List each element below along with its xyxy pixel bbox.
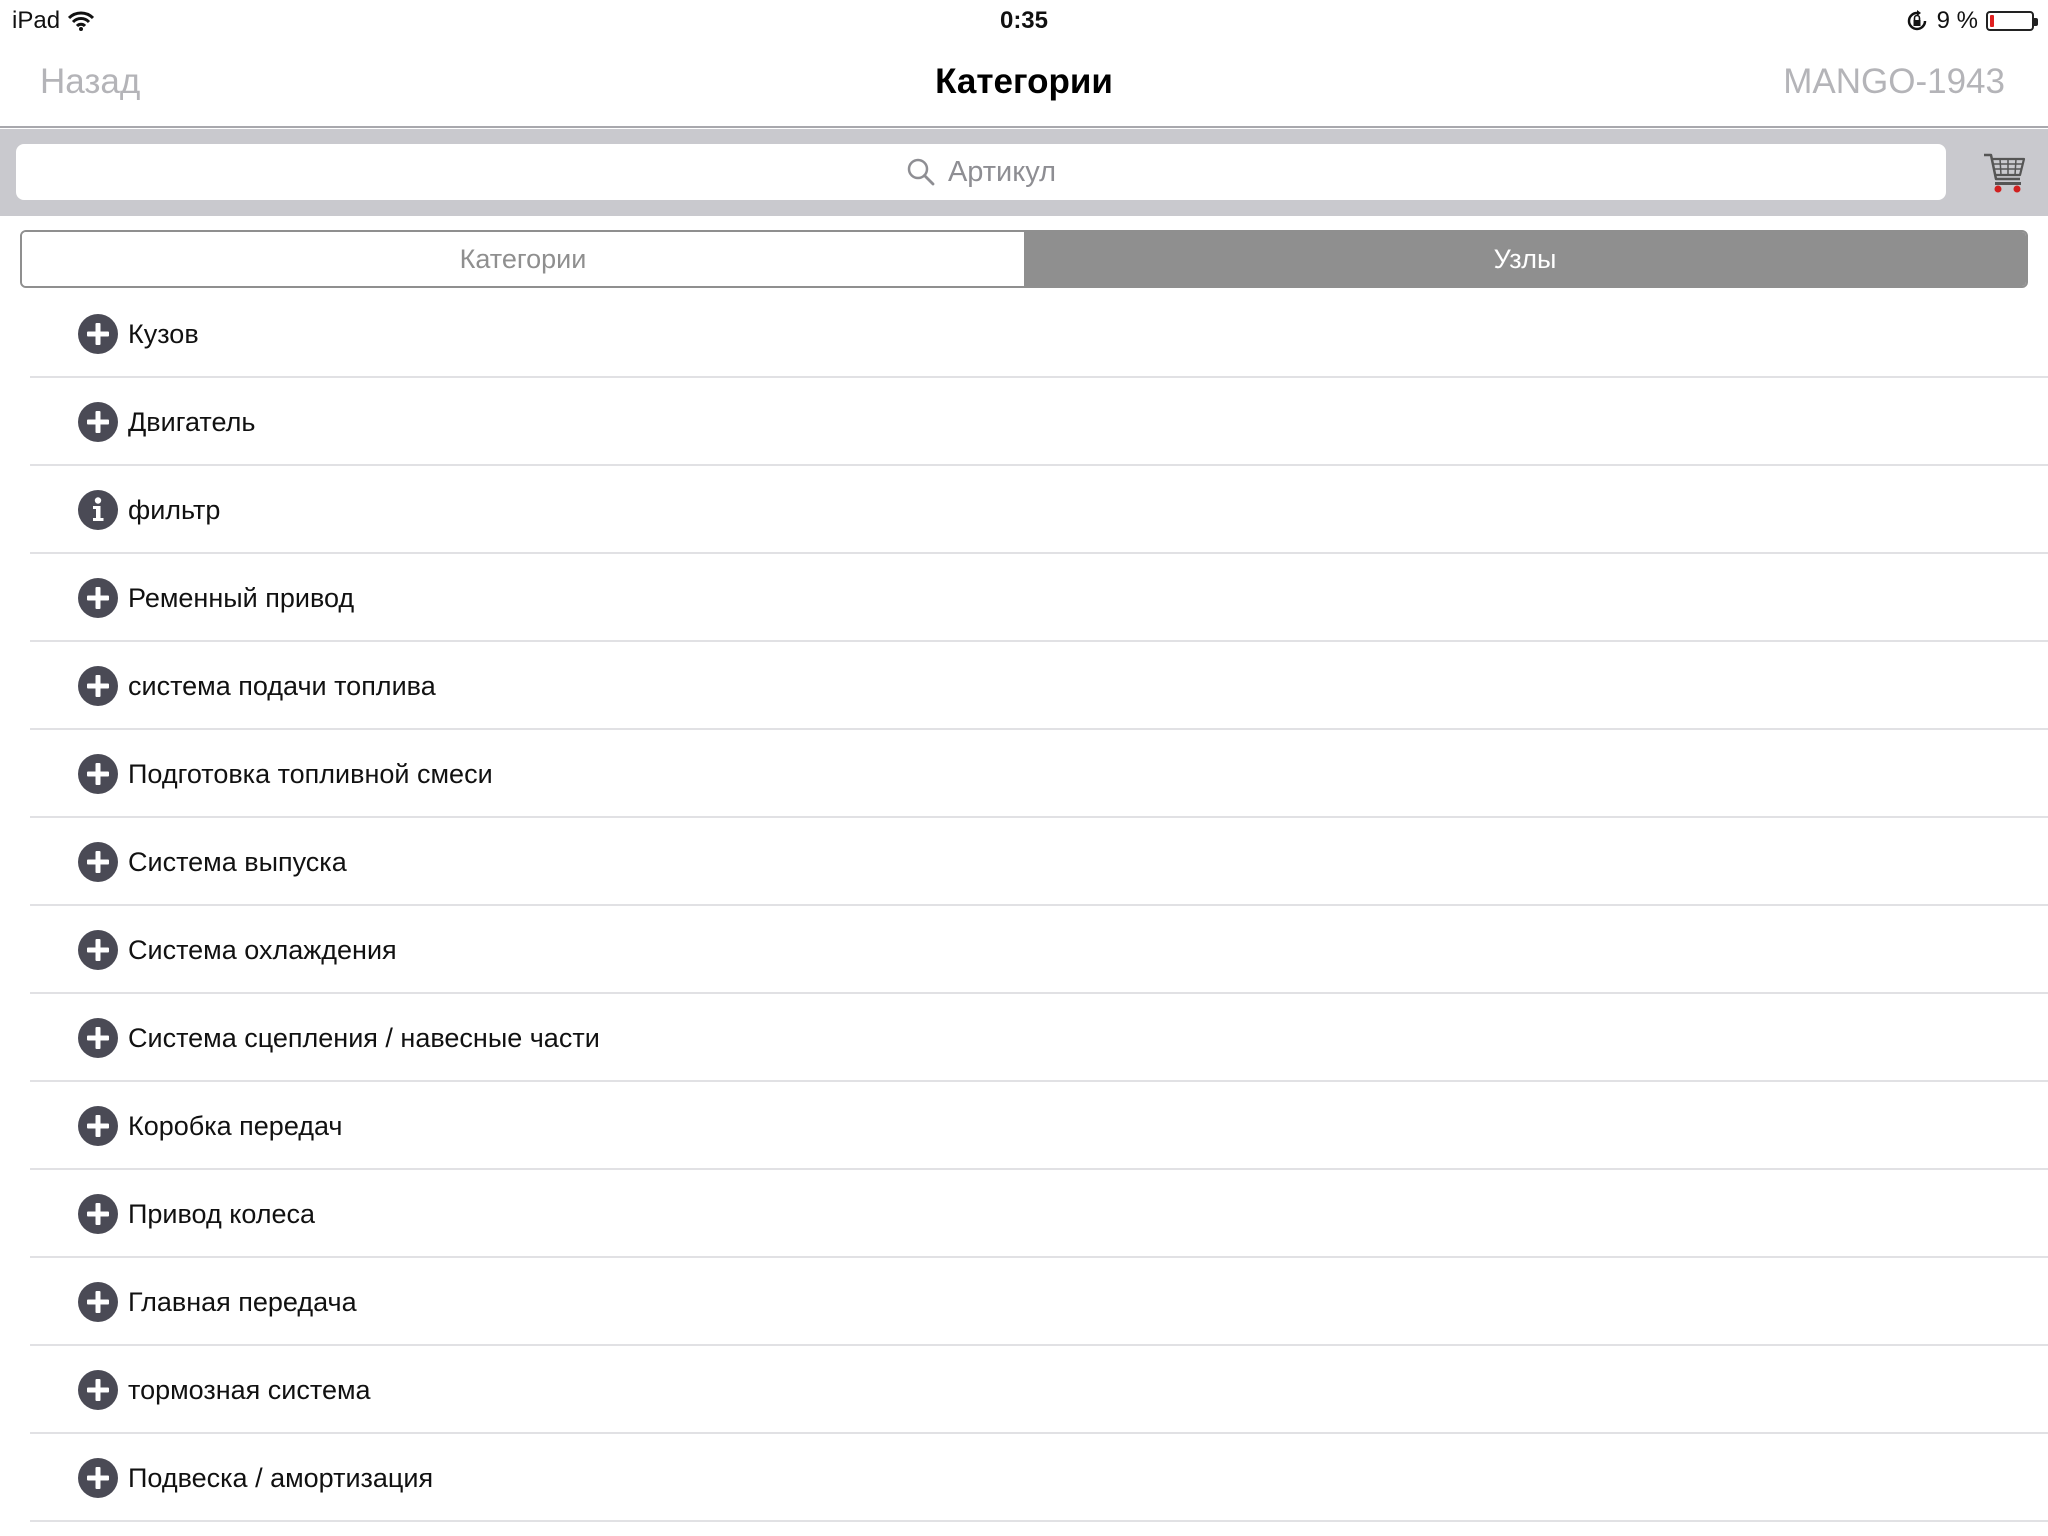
tab-categories[interactable]: Категории — [22, 232, 1024, 286]
expand-plus-icon[interactable] — [77, 753, 119, 795]
list-item-label: Подвеска / амортизация — [128, 1462, 434, 1493]
status-time: 0:35 — [999, 7, 1049, 34]
list-item[interactable] — [0, 642, 2048, 730]
search-placeholder: Артикул — [947, 155, 1057, 188]
list-item-label: Система сцепления / навесные части — [128, 1022, 600, 1053]
list-item[interactable] — [0, 730, 2048, 818]
status-bar — [0, 0, 2048, 40]
list-item-label: фильтр — [128, 494, 221, 525]
list-item[interactable] — [0, 906, 2048, 994]
list-item-label: тормозная система — [128, 1374, 371, 1405]
expand-plus-icon[interactable] — [77, 841, 119, 883]
list-item[interactable] — [0, 1258, 2048, 1346]
list-item[interactable] — [0, 466, 2048, 554]
list-item-label: Кузов — [128, 318, 199, 349]
list-item[interactable] — [0, 554, 2048, 642]
battery-level — [1990, 15, 1994, 27]
list-item-label: Коробка передач — [128, 1110, 343, 1141]
rotation-lock-icon — [1905, 9, 1929, 33]
list-item[interactable] — [0, 1082, 2048, 1170]
list-item[interactable] — [0, 378, 2048, 466]
expand-plus-icon[interactable] — [77, 401, 119, 443]
info-icon[interactable] — [77, 489, 119, 531]
list-item[interactable] — [0, 1170, 2048, 1258]
back-button[interactable]: Назад — [40, 62, 141, 101]
list-item[interactable] — [0, 818, 2048, 906]
cart-icon[interactable] — [1982, 149, 2026, 195]
expand-plus-icon[interactable] — [77, 929, 119, 971]
search-bar — [0, 129, 2048, 216]
battery-percent: 9 % — [1936, 7, 1978, 34]
list-item-label: Система охлаждения — [128, 934, 397, 965]
list-item-label: Подготовка топливной смеси — [128, 758, 493, 789]
list-item[interactable] — [0, 994, 2048, 1082]
tab-nodes[interactable]: Узлы — [1024, 232, 2026, 286]
list-item[interactable] — [0, 290, 2048, 378]
page-title: Категории — [935, 62, 1113, 101]
navigation-bar — [0, 40, 2048, 128]
status-right — [1905, 7, 2034, 35]
list-item[interactable] — [0, 1434, 2048, 1522]
device-label: iPad — [12, 7, 61, 34]
search-icon — [906, 157, 936, 187]
expand-plus-icon[interactable] — [77, 665, 119, 707]
search-input[interactable] — [16, 144, 1946, 200]
list-item[interactable] — [0, 1346, 2048, 1434]
vehicle-code-button[interactable]: MANGO-1943 — [1783, 62, 2005, 101]
expand-plus-icon[interactable] — [77, 1105, 119, 1147]
expand-plus-icon[interactable] — [77, 1281, 119, 1323]
expand-plus-icon[interactable] — [77, 1193, 119, 1235]
battery-icon — [1986, 11, 2034, 31]
expand-plus-icon[interactable] — [77, 1457, 119, 1499]
expand-plus-icon[interactable] — [77, 313, 119, 355]
list-item-label: система подачи топлива — [128, 670, 436, 701]
category-list — [0, 290, 2048, 1522]
list-item-label: Ременный привод — [128, 582, 355, 613]
list-item-label: Привод колеса — [128, 1198, 316, 1229]
expand-plus-icon[interactable] — [77, 1017, 119, 1059]
list-item-label: Главная передача — [128, 1286, 357, 1317]
expand-plus-icon[interactable] — [77, 577, 119, 619]
list-item-label: Система выпуска — [128, 846, 347, 877]
expand-plus-icon[interactable] — [77, 1369, 119, 1411]
segmented-control — [20, 230, 2028, 288]
list-item-label: Двигатель — [128, 406, 256, 437]
